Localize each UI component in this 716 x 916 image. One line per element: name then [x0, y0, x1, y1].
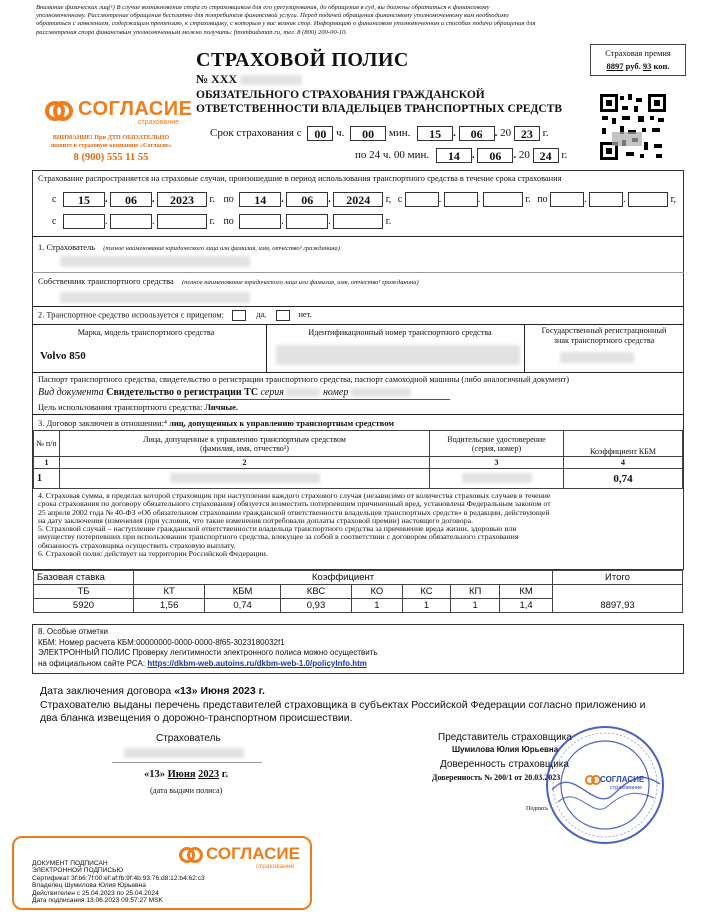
stamp-text: СОГЛАСИЕ: [600, 775, 645, 784]
trailer-row: 2. Транспортное средство используется с прицепом: да, нет.: [38, 310, 312, 320]
plate-header: Государственный регистрационный знак транспортного средства: [541, 326, 667, 345]
contract-row: 3. Договор заключен в отношении:⁴ лиц, допущенных к управлению транспортным средством: [38, 418, 395, 428]
special-notes-text: 8. Особые отметки КБМ: Номер расчета КБМ:00000000-0000-0000-8f65-3023180032f1 ЭЛЕКТРОННЫЙ ПОЛИС Проверку легитимности электронного полиса можно осуществить на официальном сайте РСА: https://dkbm-web.autoins.ru/dkbm-web-1.0/policyInfo.htm: [38, 627, 378, 668]
financial-ombudsman-note: Внимание физических лиц(¹) В случае возникновения спора со страховщиком для его урегулирования, до обращения в суд, вы должны обратиться к финансовому уполномоченному. Рассмотрение обращения бесплатно для потребителя финансовой услуги. Перед подачей обращения финансовому уполномоченному вам необходимо обратиться с заявлением, содержащим претензию, к страховщику, с которым у вас возник спор. Информацию о финансовом уполномоченном и способах подачи обращения для рассмотрения спора финансовым уполномоченным можно получить: finombudsman.ru, тел. 8 (800) 200-00-10.: [36, 4, 536, 36]
usage-period-text: Страхование распространяется на страховые случаи, произошедшие в период использования транспортного средства в течение срока страхования: [38, 174, 562, 183]
index-cell: 3: [430, 457, 564, 469]
rate-value-cell: 5920: [34, 599, 134, 613]
col-num-header: № п/п: [34, 431, 60, 457]
rate-value-cell: 1,4: [500, 599, 553, 613]
policy-subtitle: ОБЯЗАТЕЛЬНОГО СТРАХОВАНИЯ ГРАЖДАНСКОЙ ОТВЕТСТВЕННОСТИ ВЛАДЕЛЬЦЕВ ТРАНСПОРТНЫХ СРЕДСТВ: [196, 89, 563, 115]
rate-value-cell: 1: [352, 599, 403, 613]
row-num: 1: [34, 469, 60, 489]
conclusion-note: Страхователю выданы перечень представителей страховщика в субъектах Российской Федерации согласно приложению и два бланка извещения о дорожно-транспортном происшествии.: [40, 699, 646, 724]
rate-header-cell: КО: [352, 585, 403, 599]
qr-code-icon: [598, 92, 668, 162]
sign-hint: Подпись: [526, 806, 549, 812]
passport-label: Паспорт транспортного средства, свидетельство о регистрации транспортного средства, паспорт самоходной машины (либо аналогичный документ): [38, 375, 569, 384]
trailer-yes-checkbox[interactable]: [232, 310, 246, 321]
logo-subtext: страхование: [138, 119, 180, 126]
stamp-subtext: страхование: [610, 785, 643, 791]
premium-kop: 93: [642, 61, 652, 71]
rate-header-cell: КБМ: [205, 585, 281, 599]
col-kbm-header: Коэффициент КБМ: [564, 431, 683, 457]
usage-period-1: с 15 . 06 . 2023 г. по 14 . 06 . 2024 г, с . . г. по . . г,: [52, 193, 677, 207]
e-sign-logo-subtext: страхование: [256, 863, 295, 870]
driver-name-redacted: [60, 469, 430, 489]
rate-value-cell: 1: [451, 599, 500, 613]
usage-period-2: с . . г. по . . г.: [52, 214, 391, 229]
rate-header-cell: КС: [402, 585, 451, 599]
owner-label: Собственник транспортного средства (полное наименование юридического лица или фамилия, имя, отчество³ гражданина): [38, 276, 419, 286]
rates-table: [33, 570, 683, 613]
vin-header: Идентификационный номер транспортного средства: [308, 328, 492, 337]
rate-value-cell: 0,74: [205, 599, 281, 613]
premium-rub: 8897: [606, 61, 624, 71]
issue-date: «13» Июня 2023 г.: [144, 769, 229, 780]
owner-name-redacted: [60, 292, 250, 303]
vehicle-model: Volvo 850: [40, 350, 86, 362]
insurance-term-end: по 24 ч. 00 мин. 14 . 06 . 20 24 г.: [355, 149, 568, 163]
soglasie-logo-icon: [44, 100, 74, 122]
e-signature-text: ДОКУМЕНТ ПОДПИСАН ЭЛЕКТРОННОЙ ПОДПИСЬЮ Сертификат 3f:b6:7f:00:ef:af:fb:9f:4b:93:76:d8:12:b4:62:c3 Владелец Шумилова Юлия Юрьевна Действителен с 25.04.2023 по 25.04.2024 Дата подписания 13.06.2023 09:57:27 MSK: [32, 860, 205, 905]
rate-header-cell: КМ: [500, 585, 553, 599]
base-rate-header: Базовая ставка: [34, 571, 134, 585]
insurer-name-redacted: [60, 256, 250, 267]
insured-sign-label: Страхователь: [156, 733, 221, 744]
rate-header-cell: ТБ: [34, 585, 134, 599]
license-redacted: [430, 469, 564, 489]
insured-signature-redacted: [124, 748, 244, 758]
plate-redacted: [560, 352, 634, 363]
total-header: Итого: [553, 571, 683, 585]
rate-value-cell: 1: [402, 599, 451, 613]
insurance-term-start: Срок страхования с 00 ч. 00 мин. 15 . 06 . 20 23 г.: [210, 127, 549, 141]
policy-number: № ХХХ: [196, 72, 302, 87]
policy-title: СТРАХОВОЙ ПОЛИС: [196, 49, 409, 71]
col-persons-header: Лица, допущенные к управлению транспортным средством (фамилия, имя, отчество³): [60, 431, 430, 457]
hotline-phone[interactable]: 8 (900) 555 11 55: [73, 152, 149, 163]
rsa-check-link[interactable]: https://dkbm-web.autoins.ru/dkbm-web-1.0/policyInfo.htm: [147, 658, 367, 668]
premium-box: Страховая премия 8897 руб. 93 коп.: [590, 44, 686, 76]
logo-text: СОГЛАСИЕ: [78, 98, 193, 120]
poa-label: Доверенность страховщика: [440, 759, 569, 770]
rate-value-cell: 1,56: [134, 599, 205, 613]
trailer-no-checkbox[interactable]: [276, 310, 290, 321]
rate-header-cell: КТ: [134, 585, 205, 599]
vehicle-model-header: Марка, модель транспортного средства: [77, 328, 215, 337]
index-cell: 2: [60, 457, 430, 469]
total-value: 8897,93: [553, 585, 683, 613]
rep-label: Представитель страховщика: [438, 732, 572, 743]
insurer-label: 1. Страхователь (полное наименование юридического лица или фамилия, имя, отчество³ гражданина): [38, 242, 340, 252]
vin-redacted: [276, 345, 520, 365]
conclusion-date: Дата заключения договора «13» Июня 2023 г.: [40, 685, 265, 697]
rate-value-cell: 0,93: [280, 599, 351, 613]
clauses: 4. Страховая сумма, в пределах которой страховщик при наступлении каждого страхового случая (независимо от количества страховых случаев в течение срока страхования по договору обязательного страхования) обязуется возместить потерпевшим причиненный вред, установлена Федеральным законом от 25 апреля 2002 года № 40-ФЗ «Об обязательном страховании гражданской ответственности владельцев транспортных средств» в редакции, действующей на дату заключения (изменения (при условии, что такие изменения потребовали доплаты страховой премии) настоящего договора. 5. Страховой случай – наступление гражданской ответственности владельца транспортного средства за причинение вреда жизни, здоровью или имуществу потерпевших при использовании транспортного средства, влекущее за собой в соответствии с договором обязательного страхования обязанность страховщика осуществить страховую выплату. 6. Страховой полис действует на территории Российской Федерации.: [38, 491, 551, 559]
index-cell: 4: [564, 457, 683, 469]
attention-text: ВНИМАНИЕ! При ДТП ОБЯЗАТЕЛЬНО звоните в страховую компанию «Согласие»: [50, 134, 172, 149]
poa-number: Доверенность № 200/1 от 20.03.2023: [432, 773, 561, 782]
drivers-table: [33, 430, 683, 489]
index-cell: 1: [34, 457, 60, 469]
rate-header-cell: КП: [451, 585, 500, 599]
passport-doc: Вид документа Свидетельство о регистрации ТС серия номер: [38, 387, 411, 398]
coef-header: Коэффициент: [134, 571, 553, 585]
kbm-value: 0,74: [564, 469, 683, 489]
rate-header-cell: КВС: [280, 585, 351, 599]
purpose-row: Цель использования транспортного средства: Личные.: [38, 402, 239, 412]
col-license-header: Водительское удостоверение (серия, номер): [430, 431, 564, 457]
table-row: [34, 469, 683, 489]
soglasie-logo: [42, 98, 193, 132]
issue-date-hint: (дата выдачи полиса): [150, 786, 223, 795]
e-sign-logo-text: СОГЛАСИЕ: [206, 844, 300, 863]
company-stamp-icon: [544, 724, 666, 846]
rep-name: Шумилова Юлия Юрьевна: [452, 745, 559, 754]
